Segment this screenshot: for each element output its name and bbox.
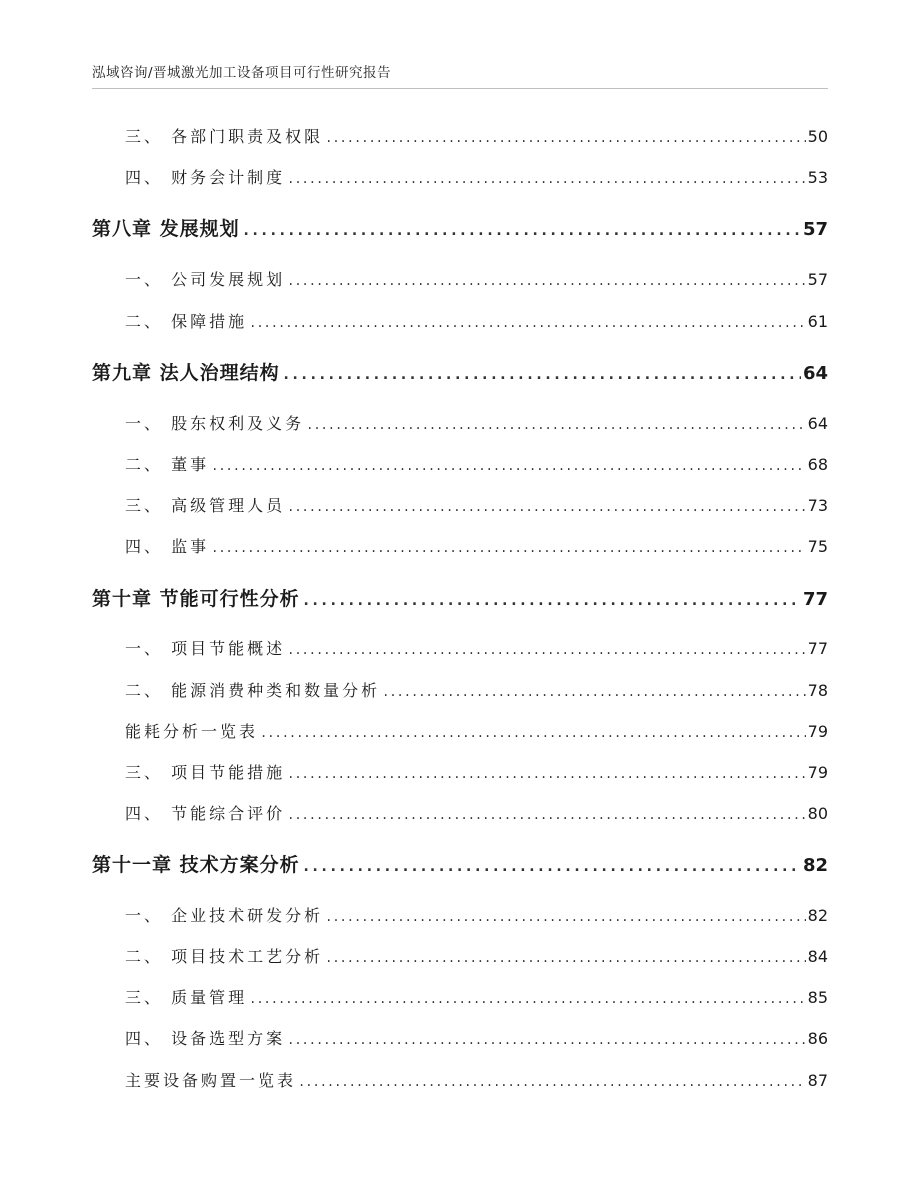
toc-page-number: 77 — [807, 639, 828, 658]
toc-entry-label: 一、 公司发展规划 — [125, 270, 286, 289]
toc-leader-dots — [211, 541, 806, 555]
toc-chapter-10[interactable] — [92, 584, 828, 611]
toc-entry-11-1[interactable] — [125, 903, 828, 926]
toc-entry-equipment-table[interactable] — [125, 1068, 828, 1091]
toc-entry-label: 四、 监事 — [125, 537, 210, 556]
toc-entry-9-3[interactable] — [125, 493, 828, 516]
toc-entry-label: 主要设备购置一览表 — [125, 1071, 297, 1090]
toc-page-number: 75 — [807, 537, 828, 556]
toc-page-number: 64 — [807, 414, 828, 433]
toc-entry-label: 二、 能源消费种类和数量分析 — [125, 681, 381, 700]
toc-leader-dots — [306, 418, 806, 432]
toc-leader-dots — [287, 643, 806, 657]
toc-page-number: 50 — [807, 127, 828, 146]
toc-leader-dots — [249, 316, 806, 330]
toc-entry-4-accounting[interactable] — [125, 165, 828, 188]
toc-leader-dots — [287, 1033, 806, 1047]
toc-page-number: 85 — [807, 988, 828, 1007]
toc-leader-dots — [298, 1075, 806, 1089]
toc-page-number: 57 — [807, 270, 828, 289]
toc-leader-dots — [325, 910, 806, 924]
toc-page-number: 80 — [807, 804, 828, 823]
toc-entry-label: 一、 股东权利及义务 — [125, 414, 305, 433]
toc-page-number: 68 — [807, 455, 828, 474]
toc-entry-11-3[interactable] — [125, 985, 828, 1008]
toc-entry-label: 三、 项目节能措施 — [125, 763, 286, 782]
toc-entry-10-3[interactable] — [125, 760, 828, 783]
toc-entry-label: 三、 各部门职责及权限 — [125, 127, 324, 146]
toc-page-number: 79 — [807, 722, 828, 741]
toc-chapter-9[interactable] — [92, 358, 828, 385]
toc-page-number: 87 — [807, 1071, 828, 1090]
toc-page-number: 64 — [802, 363, 828, 384]
toc-entry-label: 一、 项目节能概述 — [125, 639, 286, 658]
toc-entry-3-dept-duties[interactable] — [125, 124, 828, 147]
toc-entry-label: 三、 质量管理 — [125, 988, 248, 1007]
header-rule — [92, 88, 828, 89]
toc-page-number: 61 — [807, 312, 828, 331]
toc-page-number: 79 — [807, 763, 828, 782]
toc-entry-label: 能耗分析一览表 — [125, 722, 259, 741]
toc-leader-dots — [325, 951, 806, 965]
toc-entry-10-4[interactable] — [125, 801, 828, 824]
toc-entry-8-2[interactable] — [125, 309, 828, 332]
toc-entry-label: 三、 高级管理人员 — [125, 496, 286, 515]
toc-page-number: 78 — [807, 681, 828, 700]
toc-chapter-label: 第十章 节能可行性分析 — [92, 588, 300, 610]
toc-leader-dots — [302, 591, 801, 609]
toc-page-number: 82 — [807, 906, 828, 925]
toc-leader-dots — [242, 221, 801, 239]
toc-entry-label: 二、 董事 — [125, 455, 210, 474]
toc-entry-label: 四、 节能综合评价 — [125, 804, 286, 823]
toc-chapter-8[interactable] — [92, 214, 828, 241]
toc-chapter-11[interactable] — [92, 850, 828, 877]
toc-page-number: 86 — [807, 1029, 828, 1048]
toc-page-number: 57 — [802, 219, 828, 240]
toc-leader-dots — [325, 131, 806, 145]
toc-leader-dots — [211, 459, 806, 473]
toc-leader-dots — [382, 685, 806, 699]
page-header: 泓域咨询/晋城激光加工设备项目可行性研究报告 — [92, 65, 392, 81]
toc-entry-8-1[interactable] — [125, 267, 828, 290]
toc-entry-10-1[interactable] — [125, 636, 828, 659]
toc-chapter-label: 第八章 发展规划 — [92, 218, 240, 240]
toc-entry-label: 四、 财务会计制度 — [125, 168, 286, 187]
toc-entry-11-4[interactable] — [125, 1026, 828, 1049]
toc-leader-dots — [260, 726, 806, 740]
toc-entry-9-1[interactable] — [125, 411, 828, 434]
toc-page-number: 77 — [802, 589, 828, 610]
toc-entry-9-4[interactable] — [125, 534, 828, 557]
toc-entry-label: 二、 项目技术工艺分析 — [125, 947, 324, 966]
toc-leader-dots — [287, 808, 806, 822]
toc-entry-label: 四、 设备选型方案 — [125, 1029, 286, 1048]
toc-leader-dots — [249, 992, 806, 1006]
toc-leader-dots — [287, 767, 806, 781]
toc-entry-energy-table[interactable] — [125, 719, 828, 742]
toc-leader-dots — [287, 274, 806, 288]
toc-entry-10-2[interactable] — [125, 678, 828, 701]
toc-page-number: 73 — [807, 496, 828, 515]
toc-page-number: 82 — [802, 855, 828, 876]
toc-entry-9-2[interactable] — [125, 452, 828, 475]
toc-leader-dots — [287, 500, 806, 514]
toc-leader-dots — [287, 172, 806, 186]
toc-chapter-label: 第十一章 技术方案分析 — [92, 854, 300, 876]
toc-leader-dots — [302, 857, 801, 875]
toc-page-number: 84 — [807, 947, 828, 966]
toc-page-number: 53 — [807, 168, 828, 187]
toc-entry-label: 一、 企业技术研发分析 — [125, 906, 324, 925]
toc-entry-11-2[interactable] — [125, 944, 828, 967]
toc-chapter-label: 第九章 法人治理结构 — [92, 362, 280, 384]
toc-leader-dots — [282, 365, 801, 383]
toc-entry-label: 二、 保障措施 — [125, 312, 248, 331]
